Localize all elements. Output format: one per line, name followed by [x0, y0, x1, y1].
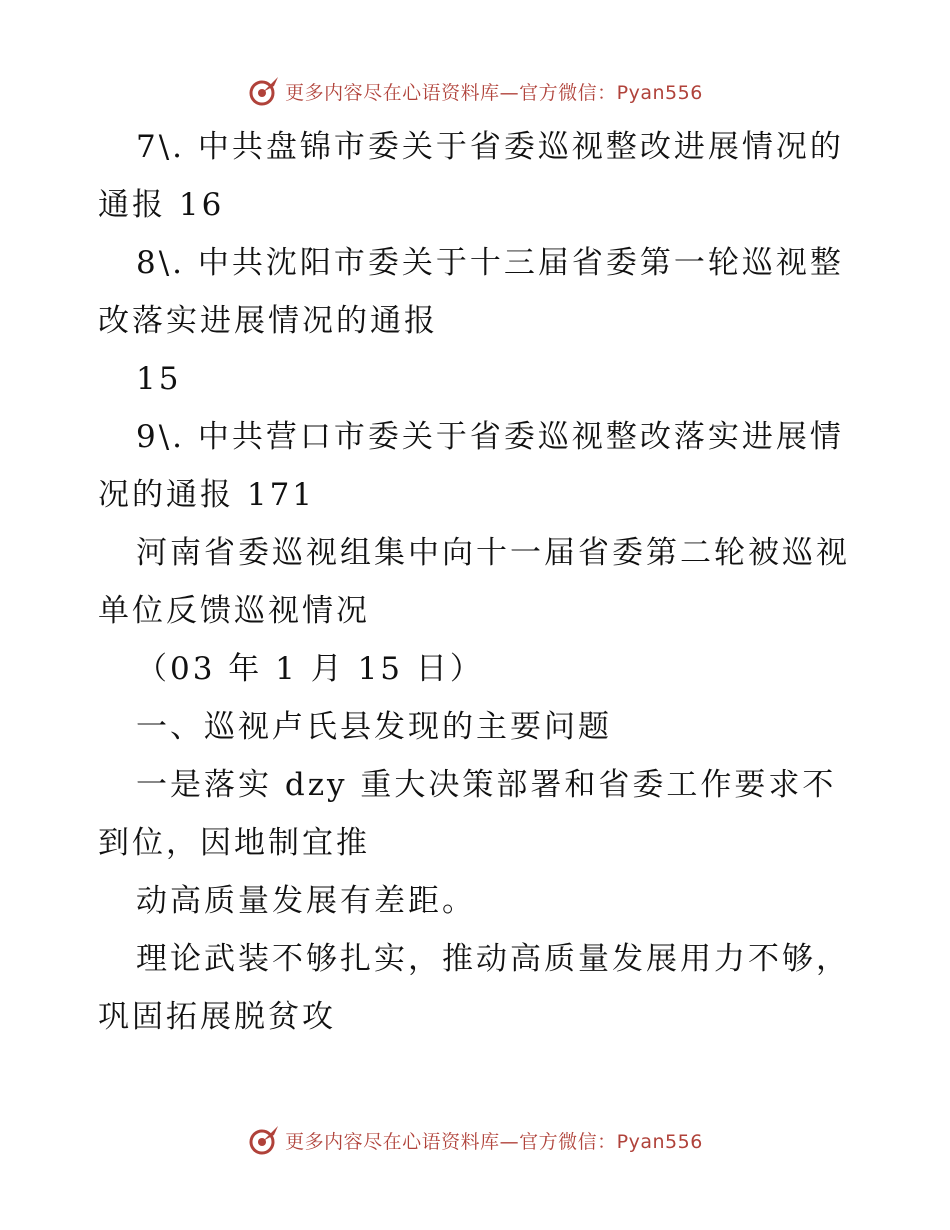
text-line: 到位，因地制宜推 — [98, 825, 370, 861]
watermark-text: 更多内容尽在心语资料库—官方微信：Pyan556 — [285, 81, 703, 104]
text-line: 河南省委巡视组集中向十一届省委第二轮被巡视 — [136, 535, 850, 571]
text-line: 改落实进展情况的通报 — [98, 303, 438, 339]
section-heading: 一、巡视卢氏县发现的主要问题 — [136, 709, 612, 745]
text-line: 动高质量发展有差距。 — [136, 883, 476, 919]
document-body — [98, 118, 858, 1046]
text-line: 理论武装不够扎实，推动高质量发展用力不够， — [136, 941, 850, 977]
text-line: 一是落实 dzy 重大决策部署和省委工作要求不 — [136, 767, 837, 803]
text-line: 通报 16 — [98, 187, 225, 223]
footer-watermark — [0, 1120, 950, 1160]
text-line: 15 — [136, 361, 182, 397]
quill-logo-icon — [247, 1123, 281, 1157]
text-line: 单位反馈巡视情况 — [98, 593, 370, 629]
date-line: （03 年 1 月 15 日） — [136, 651, 484, 687]
text-line: 巩固拓展脱贫攻 — [98, 999, 336, 1035]
watermark-text: 更多内容尽在心语资料库—官方微信：Pyan556 — [285, 1130, 703, 1153]
text-line: 况的通报 171 — [98, 477, 316, 513]
header-watermark — [0, 71, 950, 111]
quill-logo-icon — [247, 74, 281, 108]
text-line: 7\. 中共盘锦市委关于省委巡视整改进展情况的 — [136, 129, 844, 165]
text-line: 8\. 中共沈阳市委关于十三届省委第一轮巡视整 — [136, 245, 844, 281]
text-line: 9\. 中共营口市委关于省委巡视整改落实进展情 — [136, 419, 844, 455]
